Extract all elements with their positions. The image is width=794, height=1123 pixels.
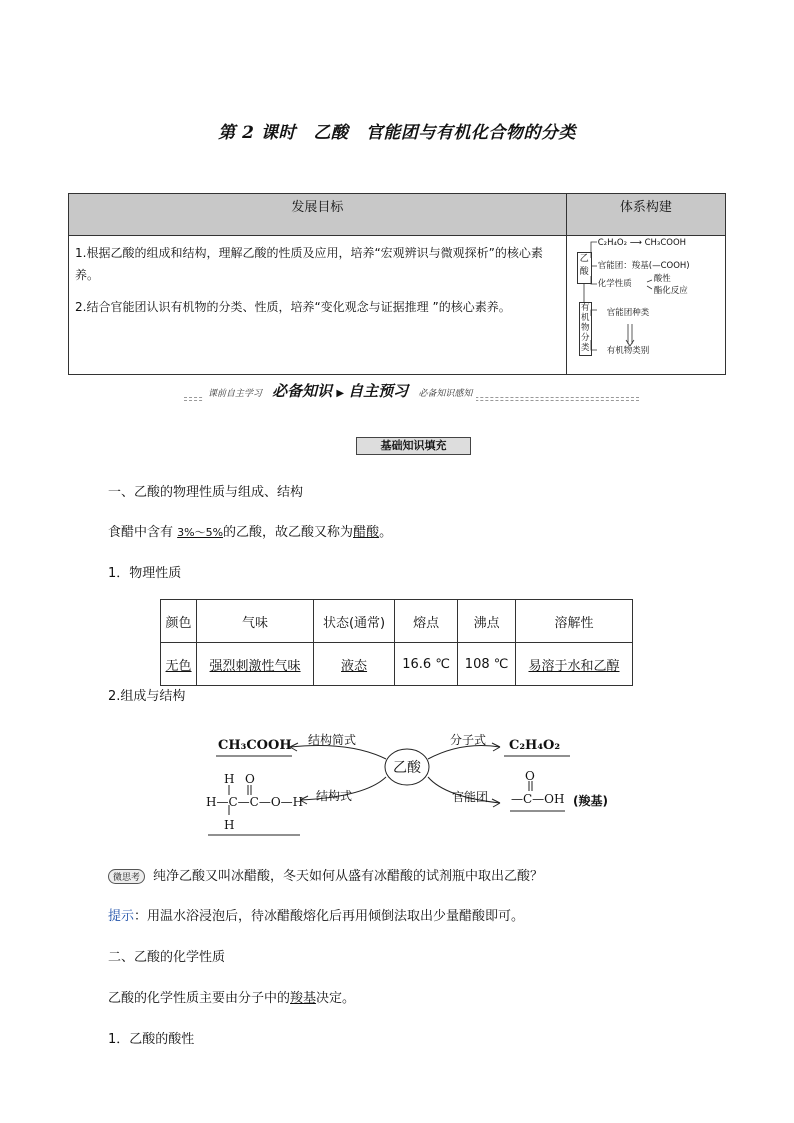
system-chem-props: 化学性质 [597, 279, 632, 289]
s2-blank: 羧基 [290, 991, 317, 1006]
props-value: 液态 [314, 643, 395, 686]
props-table [160, 599, 633, 686]
functional-group-label: 官能团 [452, 790, 489, 804]
system-esterification: 酯化反应 [653, 286, 688, 296]
s2-heading: 二、乙酸的化学性质 [108, 950, 226, 965]
think-badge: 微思考 [108, 869, 145, 884]
props-value: 16.6 ℃ [395, 643, 458, 686]
think-question: 纯净乙酸又叫冰醋酸，冬天如何从盛有冰醋酸的试剂瓶中取出乙酸？ [153, 869, 544, 884]
hint-line [108, 905, 524, 924]
s2-text-c: 决定。 [316, 991, 356, 1006]
s1-blank-name: 醋酸 [353, 525, 380, 540]
s2-text-a: 乙酸的化学性质主要由分子中的 [108, 991, 291, 1006]
section-banner [184, 380, 639, 402]
molecular-formula-label: 分子式 [450, 733, 487, 747]
phys-heading: 1．物理性质 [108, 566, 182, 581]
system-box-acetic: 乙酸 [577, 252, 592, 284]
structure-diagram [200, 725, 630, 845]
goals-table [68, 193, 726, 375]
page-title: 第 2 课时 乙酸 官能团与有机化合物的分类 [218, 123, 576, 143]
s1-text-a: 食醋中含有 [108, 525, 178, 540]
goals-header: 发展目标 [69, 194, 567, 236]
s2-subheading: 1．乙酸的酸性 [108, 1032, 195, 1047]
s1-blank-percent: 3%～5% [177, 526, 224, 539]
props-header: 颜色 [161, 600, 197, 643]
struct-h-bottom: H [224, 818, 235, 832]
system-acidity: 酸性 [653, 274, 671, 284]
system-functional-group: 官能团：羧基(—COOH) [597, 261, 690, 271]
props-value: 108 ℃ [458, 643, 516, 686]
props-header: 溶解性 [516, 600, 633, 643]
struct-h-top: H [224, 772, 235, 786]
banner-title-2: 自主预习 [348, 382, 409, 400]
fg-formula: —C—OH [511, 792, 565, 806]
goal-1: 1.根据乙酸的组成和结构，理解乙酸的性质及应用，培养“宏观辨识与微观探析”的核心素养。 [75, 246, 543, 282]
props-value: 强烈刺激性气味 [197, 643, 314, 686]
banner-right-small: 必备知识感知 [418, 389, 473, 399]
system-fg-types: 官能团种类 [606, 308, 650, 318]
system-box-classification: 有机物分类 [579, 302, 592, 356]
s1-text-c: 的乙酸，故乙酸又称为 [223, 525, 354, 540]
structural-formula-label: 结构式 [316, 789, 353, 803]
struct-heading: 2.组成与结构 [108, 689, 186, 704]
simple-formula-label: 结构简式 [308, 733, 357, 747]
hint-text: ：用温水浴浸泡后，待冰醋酸熔化后再用倾倒法取出少量醋酸即可。 [134, 909, 525, 924]
banner-left-small: 课前自主学习 [208, 389, 263, 399]
struct-main: H—C—C—O—H [206, 795, 304, 809]
props-header: 熔点 [395, 600, 458, 643]
banner-arrow-icon: ▶ [336, 388, 345, 399]
struct-o-top: O [245, 772, 255, 786]
fg-name: (羧基) [573, 794, 608, 808]
system-org-types: 有机物类别 [606, 346, 650, 356]
props-header: 沸点 [458, 600, 516, 643]
system-cell [566, 236, 725, 375]
diagram-center: 乙酸 [393, 760, 421, 776]
props-header: 状态(通常) [314, 600, 395, 643]
simple-formula: CH₃COOH [218, 738, 292, 753]
system-header: 体系构建 [566, 194, 725, 236]
molecular-formula: C₂H₄O₂ [509, 738, 561, 753]
goals-cell [69, 236, 567, 375]
fg-o-top: O [525, 769, 535, 783]
section-tag: 基础知识填充 [356, 437, 471, 455]
s1-line [108, 521, 392, 540]
s1-heading: 一、乙酸的物理性质与组成、结构 [108, 485, 304, 500]
goal-2: 2.结合官能团认识有机物的分类、性质，培养“变化观念与证据推理 ”的核心素养。 [75, 300, 511, 314]
props-value: 易溶于水和乙醇 [516, 643, 633, 686]
think-line [108, 865, 543, 884]
hint-label: 提示 [108, 909, 135, 924]
s2-line [108, 987, 355, 1006]
banner-title-1: 必备知识 [272, 382, 333, 400]
system-formula: C₂H₄O₂ ⟶ CH₃COOH [597, 238, 687, 248]
props-value: 无色 [161, 643, 197, 686]
s1-text-e: 。 [379, 525, 393, 540]
props-header: 气味 [197, 600, 314, 643]
